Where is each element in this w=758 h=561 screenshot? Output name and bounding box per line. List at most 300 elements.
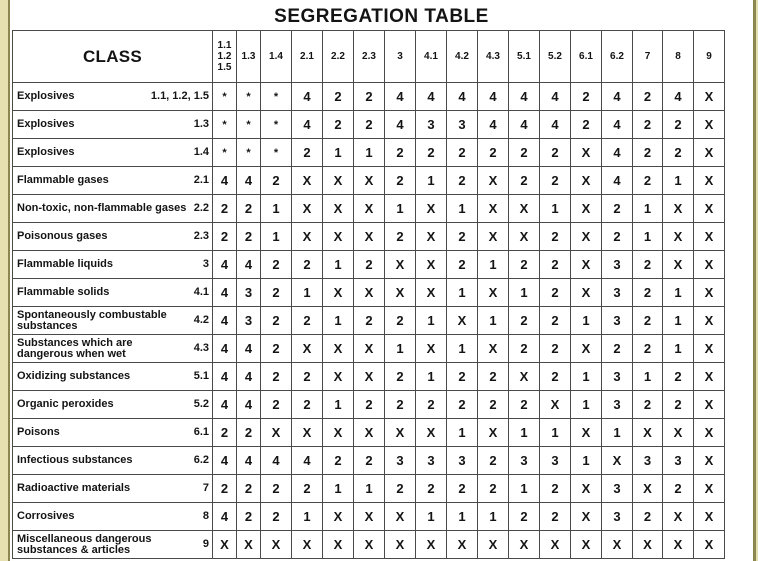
segregation-cell: X — [509, 531, 540, 559]
segregation-cell: 1 — [323, 139, 354, 167]
segregation-cell: * — [213, 139, 237, 167]
segregation-cell: 1 — [323, 391, 354, 419]
segregation-cell: 2 — [261, 279, 292, 307]
segregation-cell: 3 — [447, 447, 478, 475]
table-row — [13, 447, 725, 475]
segregation-cell: 1 — [416, 307, 447, 335]
segregation-cell: X — [323, 279, 354, 307]
segregation-table — [12, 30, 725, 559]
row-class-code: 1.3 — [193, 118, 209, 130]
row-class-code: 2.3 — [193, 230, 209, 242]
segregation-cell: 1 — [261, 195, 292, 223]
segregation-cell: 2 — [237, 503, 261, 531]
segregation-cell: X — [509, 363, 540, 391]
segregation-cell: X — [354, 195, 385, 223]
segregation-cell: X — [571, 503, 602, 531]
segregation-cell: * — [237, 139, 261, 167]
segregation-cell: 4 — [237, 167, 261, 195]
segregation-cell: X — [509, 195, 540, 223]
segregation-cell: 4 — [663, 83, 694, 111]
segregation-cell: 2 — [509, 139, 540, 167]
segregation-cell: 1 — [478, 307, 509, 335]
row-class-code: 2.1 — [193, 174, 209, 186]
row-class-code: 4.2 — [193, 314, 209, 326]
segregation-cell: X — [447, 531, 478, 559]
segregation-cell: X — [694, 475, 725, 503]
segregation-cell: 3 — [237, 279, 261, 307]
segregation-cell: 1 — [447, 279, 478, 307]
segregation-cell: X — [385, 503, 416, 531]
segregation-cell: 3 — [509, 447, 540, 475]
table-row — [13, 531, 725, 559]
segregation-cell: 2 — [663, 363, 694, 391]
row-class-label — [13, 139, 213, 167]
segregation-cell: X — [478, 335, 509, 363]
segregation-cell: 1 — [571, 391, 602, 419]
segregation-cell: 2 — [540, 167, 571, 195]
segregation-cell: 2 — [292, 251, 323, 279]
segregation-cell: X — [694, 447, 725, 475]
segregation-cell: 4 — [602, 83, 633, 111]
segregation-cell: 2 — [663, 139, 694, 167]
column-header-class: 2.1 — [292, 31, 323, 83]
segregation-cell: X — [478, 223, 509, 251]
segregation-cell: 4 — [213, 279, 237, 307]
segregation-cell: 4 — [292, 447, 323, 475]
segregation-cell: 2 — [261, 475, 292, 503]
column-header-class: 4.2 — [447, 31, 478, 83]
segregation-cell: X — [261, 531, 292, 559]
segregation-cell: 1 — [540, 419, 571, 447]
segregation-cell: 2 — [447, 251, 478, 279]
segregation-cell: X — [571, 167, 602, 195]
segregation-cell: * — [213, 111, 237, 139]
segregation-cell: 2 — [478, 363, 509, 391]
segregation-cell: 2 — [633, 391, 663, 419]
row-class-name: Corrosives — [17, 510, 75, 522]
segregation-cell: 2 — [663, 475, 694, 503]
table-row — [13, 307, 725, 335]
segregation-cell: 1 — [540, 195, 571, 223]
segregation-cell: 4 — [213, 167, 237, 195]
segregation-cell: 2 — [633, 307, 663, 335]
segregation-cell: 2 — [385, 391, 416, 419]
class-header: CLASS — [13, 31, 213, 83]
segregation-cell: 4 — [509, 83, 540, 111]
segregation-cell: X — [663, 419, 694, 447]
segregation-cell: 2 — [447, 475, 478, 503]
segregation-cell: 1 — [478, 503, 509, 531]
segregation-cell: X — [385, 419, 416, 447]
segregation-cell: 2 — [213, 223, 237, 251]
segregation-cell: 2 — [571, 83, 602, 111]
segregation-cell: X — [571, 335, 602, 363]
segregation-cell: X — [571, 195, 602, 223]
segregation-cell: X — [354, 531, 385, 559]
segregation-cell: 4 — [509, 111, 540, 139]
segregation-cell: X — [354, 223, 385, 251]
table-row — [13, 195, 725, 223]
row-class-label — [13, 111, 213, 139]
segregation-cell: 2 — [354, 391, 385, 419]
table-row — [13, 391, 725, 419]
segregation-cell: 1 — [292, 503, 323, 531]
segregation-cell: X — [478, 279, 509, 307]
segregation-cell: X — [571, 475, 602, 503]
segregation-cell: 2 — [416, 391, 447, 419]
segregation-cell: X — [323, 223, 354, 251]
segregation-cell: X — [323, 335, 354, 363]
table-row — [13, 139, 725, 167]
segregation-cell: 1 — [571, 363, 602, 391]
segregation-cell: X — [292, 195, 323, 223]
segregation-cell: 4 — [292, 111, 323, 139]
segregation-cell: 1 — [323, 475, 354, 503]
segregation-cell: 2 — [416, 475, 447, 503]
segregation-cell: 2 — [385, 363, 416, 391]
segregation-cell: 1 — [447, 335, 478, 363]
segregation-cell: X — [478, 531, 509, 559]
segregation-cell: 2 — [213, 475, 237, 503]
segregation-cell: X — [633, 531, 663, 559]
segregation-cell: 2 — [385, 139, 416, 167]
row-class-name: Substances which are dangerous when wet — [17, 336, 133, 360]
segregation-cell: * — [261, 83, 292, 111]
segregation-cell: X — [416, 335, 447, 363]
segregation-cell: 2 — [540, 279, 571, 307]
segregation-cell: * — [261, 111, 292, 139]
table-row — [13, 167, 725, 195]
segregation-cell: X — [354, 419, 385, 447]
segregation-cell: 2 — [540, 139, 571, 167]
segregation-cell: 1 — [633, 195, 663, 223]
segregation-cell: 4 — [540, 83, 571, 111]
segregation-cell: X — [416, 195, 447, 223]
segregation-cell: 1 — [663, 335, 694, 363]
segregation-cell: X — [416, 279, 447, 307]
segregation-cell: 1 — [509, 279, 540, 307]
row-class-code: 5.2 — [193, 398, 209, 410]
segregation-cell: X — [354, 167, 385, 195]
segregation-cell: X — [416, 223, 447, 251]
segregation-cell: 2 — [540, 363, 571, 391]
segregation-cell: 2 — [385, 475, 416, 503]
segregation-cell: 2 — [540, 223, 571, 251]
segregation-cell: 2 — [663, 391, 694, 419]
segregation-cell: X — [323, 195, 354, 223]
segregation-cell: 2 — [447, 223, 478, 251]
segregation-cell: X — [354, 503, 385, 531]
row-class-label — [13, 83, 213, 111]
segregation-cell: 2 — [354, 83, 385, 111]
segregation-cell: 2 — [633, 83, 663, 111]
row-class-label — [13, 167, 213, 195]
segregation-cell: 3 — [540, 447, 571, 475]
segregation-cell: 3 — [602, 307, 633, 335]
segregation-cell: X — [292, 167, 323, 195]
segregation-cell: 4 — [447, 83, 478, 111]
row-class-name: Flammable solids — [17, 286, 110, 298]
segregation-cell: 2 — [292, 307, 323, 335]
row-class-label — [13, 307, 213, 335]
segregation-cell: X — [540, 391, 571, 419]
row-class-name: Poisons — [17, 426, 60, 438]
segregation-cell: 4 — [292, 83, 323, 111]
segregation-cell: X — [694, 503, 725, 531]
segregation-cell: X — [663, 195, 694, 223]
segregation-cell: X — [292, 223, 323, 251]
row-class-label — [13, 503, 213, 531]
segregation-cell: 2 — [478, 447, 509, 475]
table-row — [13, 223, 725, 251]
segregation-cell: X — [694, 307, 725, 335]
segregation-cell: 4 — [261, 447, 292, 475]
row-class-code: 6.1 — [193, 426, 209, 438]
segregation-cell: 2 — [237, 475, 261, 503]
segregation-cell: 2 — [602, 195, 633, 223]
row-class-name: Explosives — [17, 146, 75, 158]
segregation-cell: 1 — [663, 307, 694, 335]
table-row — [13, 251, 725, 279]
row-class-code: 8 — [202, 510, 209, 522]
segregation-cell: 1 — [602, 419, 633, 447]
segregation-cell: 1 — [323, 307, 354, 335]
segregation-cell: X — [694, 391, 725, 419]
segregation-cell: 2 — [292, 363, 323, 391]
column-header-class: 5.2 — [540, 31, 571, 83]
segregation-cell: 2 — [385, 307, 416, 335]
segregation-cell: 2 — [602, 335, 633, 363]
segregation-cell: 1 — [354, 475, 385, 503]
segregation-cell: X — [694, 251, 725, 279]
segregation-cell: 2 — [323, 111, 354, 139]
column-header-class: 7 — [633, 31, 663, 83]
segregation-cell: 4 — [602, 167, 633, 195]
segregation-cell: 2 — [237, 419, 261, 447]
segregation-cell: 1 — [416, 363, 447, 391]
segregation-cell: 2 — [447, 167, 478, 195]
segregation-cell: 3 — [663, 447, 694, 475]
segregation-cell: 2 — [261, 167, 292, 195]
segregation-cell: X — [571, 531, 602, 559]
segregation-cell: 1 — [292, 279, 323, 307]
row-class-name: Spontaneously combustable substances — [17, 308, 167, 332]
segregation-cell: X — [354, 335, 385, 363]
segregation-cell: 2 — [509, 167, 540, 195]
row-class-label — [13, 279, 213, 307]
segregation-cell: 2 — [633, 335, 663, 363]
column-header-class: 1.3 — [237, 31, 261, 83]
table-row — [13, 83, 725, 111]
segregation-cell: X — [694, 223, 725, 251]
segregation-cell: X — [694, 335, 725, 363]
segregation-cell: 2 — [261, 307, 292, 335]
column-header-class: 6.2 — [602, 31, 633, 83]
segregation-cell: 2 — [237, 223, 261, 251]
row-class-code: 3 — [202, 258, 209, 270]
row-class-name: Organic peroxides — [17, 398, 114, 410]
column-header-class: 8 — [663, 31, 694, 83]
segregation-cell: X — [385, 531, 416, 559]
segregation-cell: X — [663, 503, 694, 531]
segregation-cell: 2 — [354, 307, 385, 335]
segregation-cell: 1 — [447, 419, 478, 447]
segregation-cell: 1 — [385, 335, 416, 363]
column-header-class: 3 — [385, 31, 416, 83]
table-row — [13, 503, 725, 531]
segregation-cell: 1 — [478, 251, 509, 279]
segregation-cell: X — [354, 363, 385, 391]
table-row — [13, 279, 725, 307]
segregation-cell: 3 — [602, 503, 633, 531]
segregation-cell: 2 — [292, 139, 323, 167]
row-class-name: Flammable liquids — [17, 258, 113, 270]
segregation-cell: X — [385, 279, 416, 307]
table-row — [13, 419, 725, 447]
segregation-cell: 4 — [237, 363, 261, 391]
segregation-cell: 4 — [213, 503, 237, 531]
segregation-cell: X — [416, 251, 447, 279]
segregation-cell: X — [571, 419, 602, 447]
segregation-cell: X — [213, 531, 237, 559]
segregation-cell: 2 — [571, 111, 602, 139]
segregation-cell: 2 — [633, 503, 663, 531]
segregation-cell: X — [633, 419, 663, 447]
segregation-cell: 2 — [478, 391, 509, 419]
segregation-cell: 3 — [602, 391, 633, 419]
segregation-cell: 4 — [213, 307, 237, 335]
segregation-cell: 4 — [213, 335, 237, 363]
row-class-name: Infectious substances — [17, 454, 133, 466]
segregation-cell: 2 — [509, 307, 540, 335]
segregation-cell: 2 — [602, 223, 633, 251]
segregation-cell: 2 — [354, 251, 385, 279]
table-title: SEGREGATION TABLE — [274, 6, 489, 27]
segregation-cell: 1 — [447, 195, 478, 223]
row-class-name: Explosives — [17, 118, 75, 130]
row-class-code: 6.2 — [193, 454, 209, 466]
segregation-cell: 1 — [323, 251, 354, 279]
column-header-class: 4.1 — [416, 31, 447, 83]
segregation-cell: 2 — [540, 307, 571, 335]
segregation-cell: X — [292, 419, 323, 447]
row-class-label — [13, 223, 213, 251]
segregation-cell: X — [292, 531, 323, 559]
segregation-cell: 2 — [323, 83, 354, 111]
segregation-cell: X — [385, 251, 416, 279]
segregation-cell: 2 — [323, 447, 354, 475]
segregation-cell: X — [237, 531, 261, 559]
column-header-class: 9 — [694, 31, 725, 83]
segregation-cell: 2 — [540, 503, 571, 531]
segregation-cell: 3 — [633, 447, 663, 475]
segregation-cell: 2 — [261, 391, 292, 419]
segregation-cell: 4 — [385, 83, 416, 111]
segregation-cell: 2 — [509, 391, 540, 419]
segregation-cell: 4 — [416, 83, 447, 111]
segregation-cell: X — [478, 195, 509, 223]
segregation-cell: X — [323, 419, 354, 447]
segregation-cell: 2 — [213, 419, 237, 447]
segregation-cell: 1 — [633, 223, 663, 251]
segregation-cell: 2 — [447, 139, 478, 167]
segregation-cell: X — [694, 195, 725, 223]
segregation-cell: 1 — [261, 223, 292, 251]
segregation-cell: 4 — [478, 111, 509, 139]
segregation-cell: X — [663, 223, 694, 251]
segregation-cell: 2 — [416, 139, 447, 167]
segregation-cell: X — [447, 307, 478, 335]
segregation-cell: 4 — [213, 363, 237, 391]
segregation-cell: 2 — [663, 111, 694, 139]
segregation-cell: X — [416, 531, 447, 559]
segregation-cell: 4 — [478, 83, 509, 111]
segregation-cell: 4 — [237, 447, 261, 475]
segregation-cell: 2 — [478, 139, 509, 167]
segregation-cell: 1 — [663, 167, 694, 195]
segregation-cell: * — [213, 83, 237, 111]
segregation-cell: 3 — [385, 447, 416, 475]
segregation-cell: 2 — [540, 335, 571, 363]
row-class-label — [13, 447, 213, 475]
segregation-cell: 2 — [292, 391, 323, 419]
segregation-cell: X — [323, 363, 354, 391]
row-class-code: 9 — [202, 538, 209, 550]
segregation-cell: 1 — [385, 195, 416, 223]
column-header-class: 1.1 1.2 1.5 — [213, 31, 237, 83]
column-header-class: 5.1 — [509, 31, 540, 83]
segregation-cell: X — [663, 251, 694, 279]
row-class-label — [13, 195, 213, 223]
segregation-cell: 2 — [237, 195, 261, 223]
row-class-name: Miscellaneous dangerous substances & articles — [17, 532, 152, 556]
segregation-cell: 3 — [416, 111, 447, 139]
segregation-cell: X — [478, 167, 509, 195]
row-class-code: 7 — [202, 482, 209, 494]
row-class-code: 4.1 — [193, 286, 209, 298]
segregation-cell: X — [694, 419, 725, 447]
segregation-cell: 3 — [602, 251, 633, 279]
segregation-cell: 1 — [354, 139, 385, 167]
segregation-cell: 2 — [354, 447, 385, 475]
segregation-cell: 2 — [385, 167, 416, 195]
segregation-cell: X — [694, 363, 725, 391]
segregation-cell: 2 — [447, 363, 478, 391]
row-class-name: Poisonous gases — [17, 230, 108, 242]
segregation-cell: X — [416, 419, 447, 447]
segregation-cell: 1 — [633, 363, 663, 391]
column-header-class: 6.1 — [571, 31, 602, 83]
segregation-cell: 4 — [237, 391, 261, 419]
segregation-cell: 4 — [237, 251, 261, 279]
segregation-cell: 2 — [213, 195, 237, 223]
segregation-cell: X — [478, 419, 509, 447]
segregation-cell: X — [323, 167, 354, 195]
segregation-cell: X — [509, 223, 540, 251]
column-header-class: 2.3 — [354, 31, 385, 83]
row-class-label — [13, 419, 213, 447]
segregation-cell: 2 — [633, 279, 663, 307]
segregation-cell: 2 — [261, 251, 292, 279]
segregation-cell: 4 — [213, 447, 237, 475]
row-class-label — [13, 363, 213, 391]
row-class-label — [13, 531, 213, 559]
segregation-cell: 2 — [540, 251, 571, 279]
segregation-cell: 3 — [447, 111, 478, 139]
segregation-cell: 3 — [602, 279, 633, 307]
segregation-cell: X — [694, 139, 725, 167]
segregation-cell: X — [602, 531, 633, 559]
